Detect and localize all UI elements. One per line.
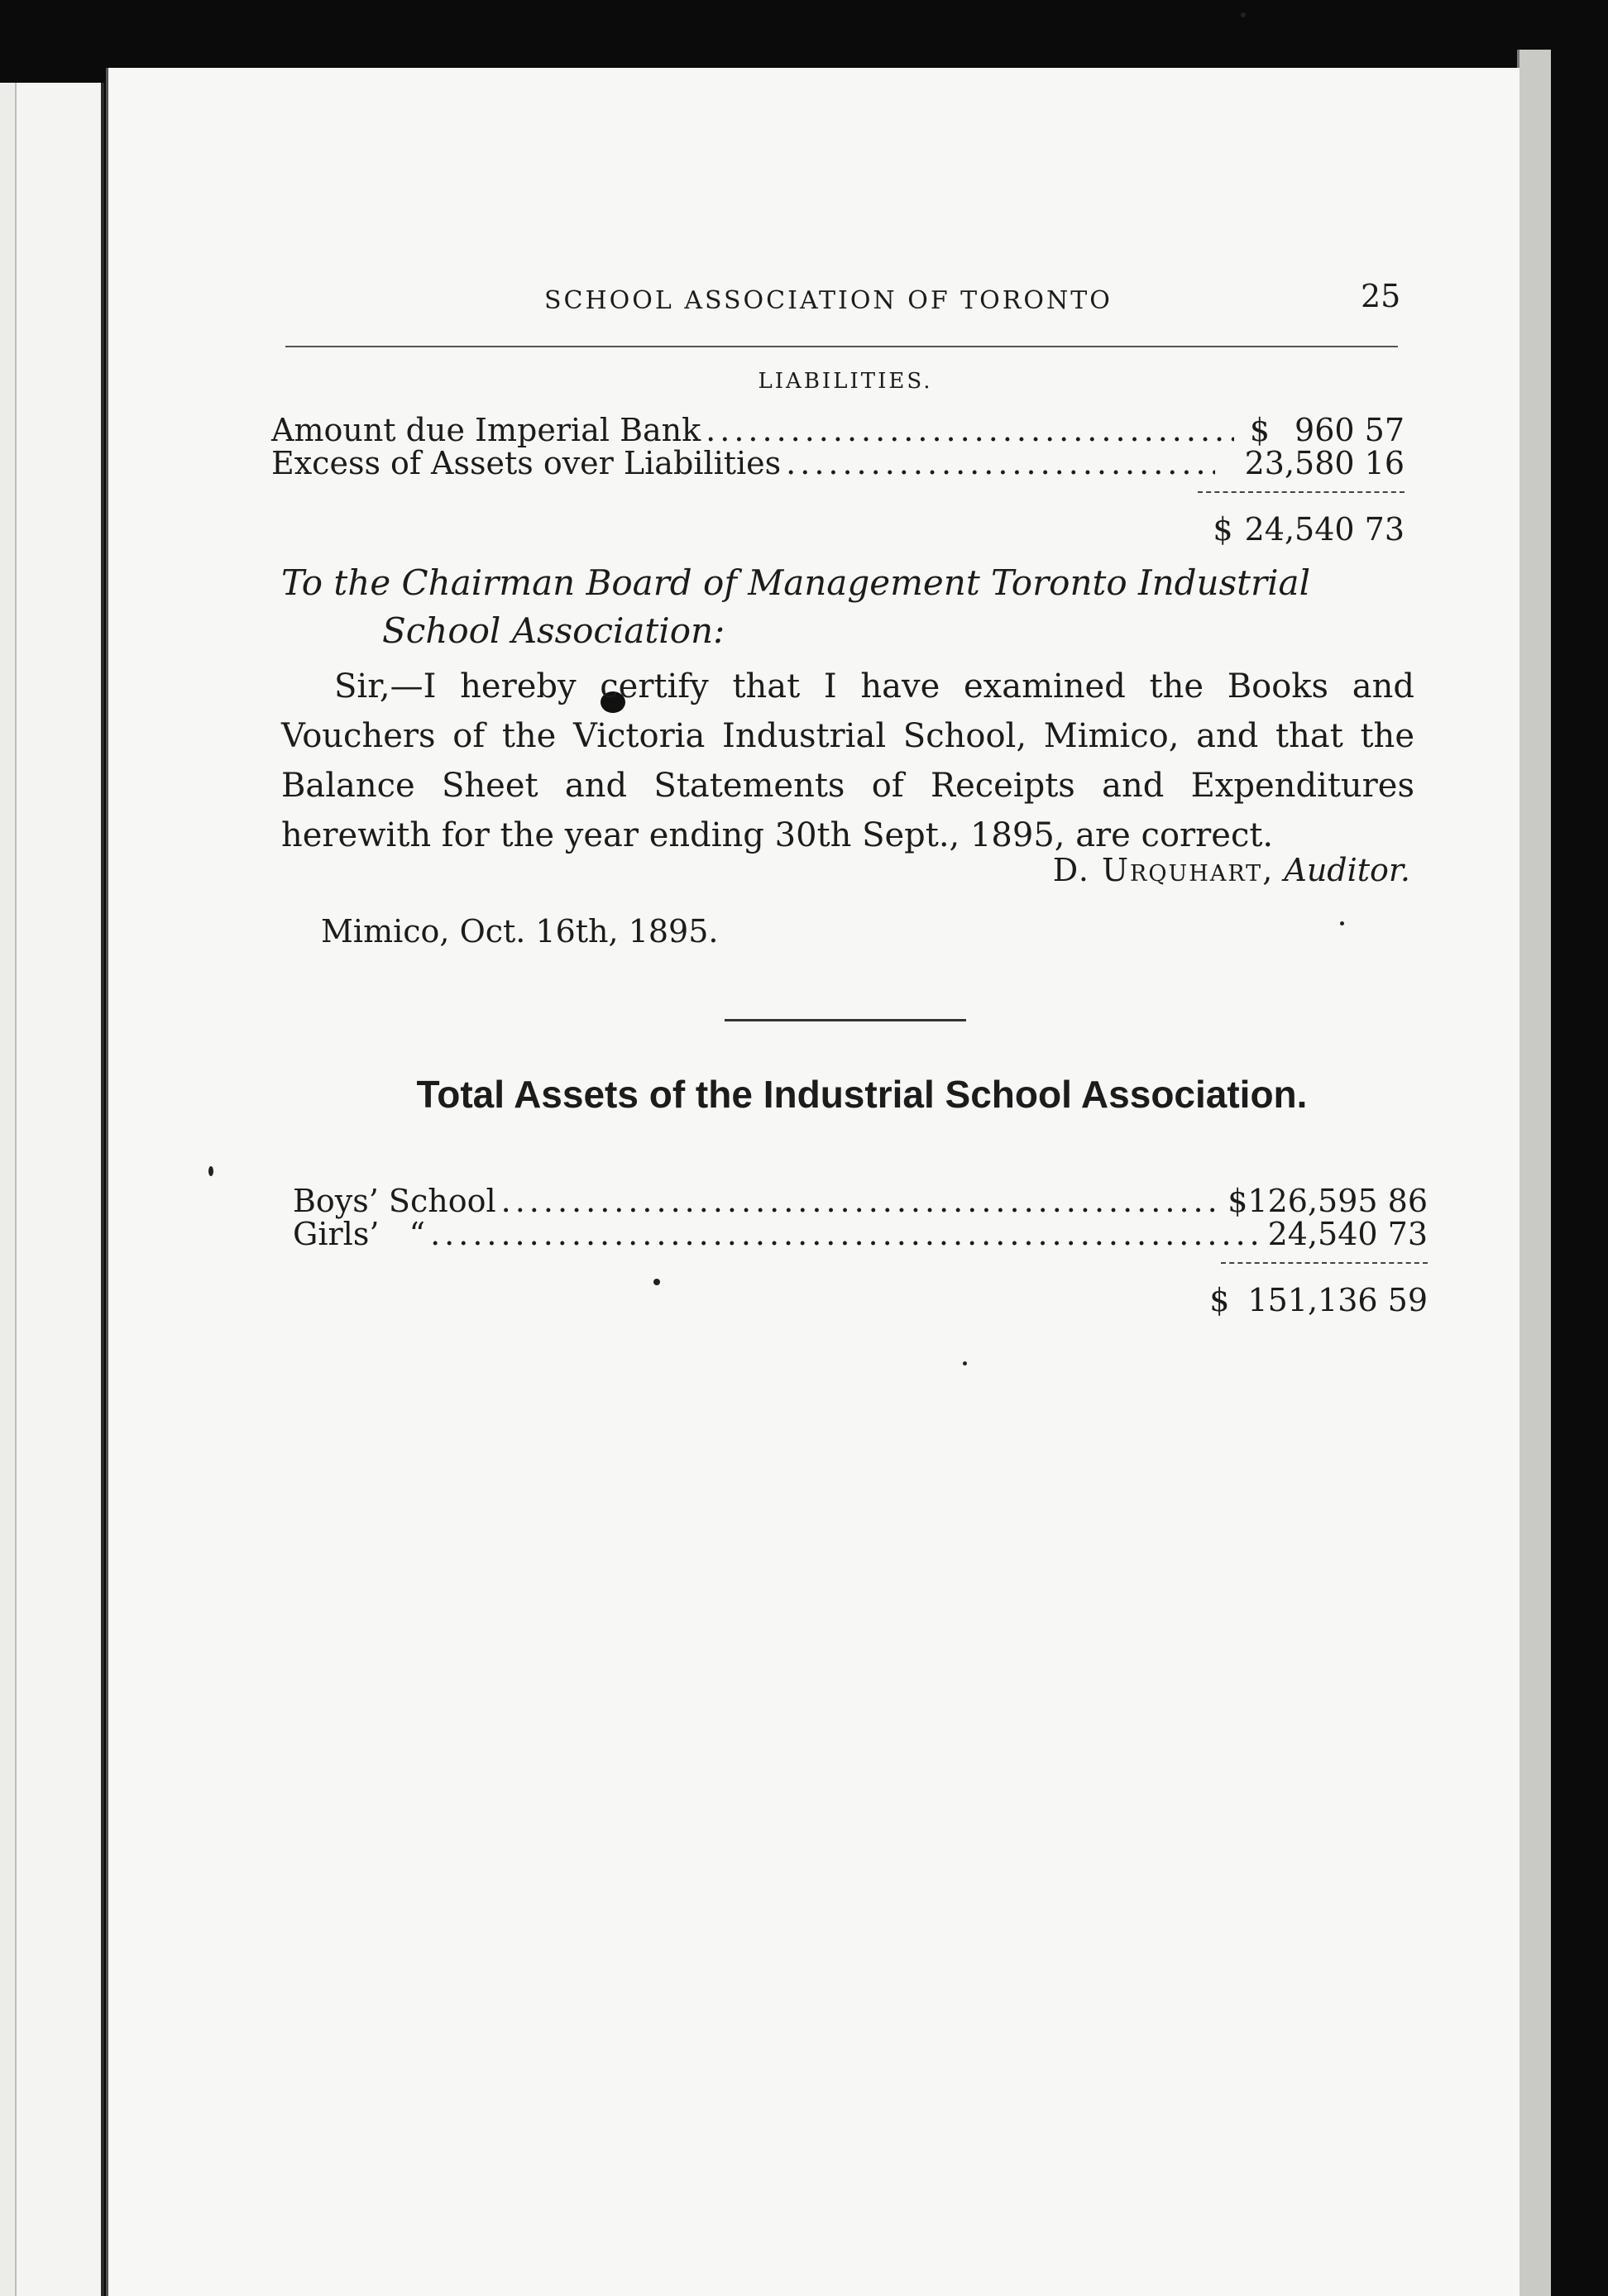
sum-rule — [1221, 1262, 1428, 1264]
address-line: To the Chairman Board of Management Toronto Industrial — [281, 562, 1311, 603]
paper-speck — [963, 1361, 967, 1366]
ledger-label: Girls’ “ — [293, 1216, 426, 1252]
currency-sign: $ — [1249, 412, 1271, 448]
total-value: 24,540 73 — [1244, 511, 1405, 548]
ledger-amount — [1228, 1184, 1428, 1217]
ledger-total — [271, 511, 1405, 548]
certificate-address — [281, 559, 1406, 655]
total-value: 151,136 59 — [1247, 1282, 1428, 1318]
page-number: 25 — [1361, 278, 1401, 314]
paper-speck — [208, 1166, 213, 1176]
running-head: SCHOOL ASSOCIATION OF TORONTO — [544, 286, 1113, 315]
ledger-row — [271, 447, 1405, 480]
ledger-amount — [1262, 1217, 1428, 1251]
liabilities-ledger — [271, 414, 1405, 548]
signer-title: Auditor. — [1284, 852, 1410, 888]
currency-sign: $ — [1213, 511, 1233, 548]
ledger-label: Amount due Imperial Bank — [271, 412, 701, 448]
address-line: School Association: — [382, 610, 725, 651]
certificate-body — [281, 662, 1414, 860]
dot-leader — [786, 447, 1214, 480]
header-rule — [285, 346, 1398, 347]
currency-sign: $ — [1209, 1282, 1230, 1318]
currency-sign: $ — [1228, 1183, 1248, 1219]
amount-value: 960 57 — [1295, 412, 1405, 448]
ledger-row — [271, 414, 1405, 447]
paper-speck — [1340, 921, 1344, 926]
dot-leader — [706, 414, 1234, 447]
ledger-row — [293, 1184, 1428, 1217]
total-assets-heading: Total Assets of the Industrial School Association. — [416, 1073, 1308, 1116]
ledger-label: Excess of Assets over Liabilities — [271, 445, 782, 481]
assets-ledger — [293, 1184, 1428, 1318]
amount-value: 23,580 16 — [1244, 445, 1405, 481]
liabilities-title: LIABILITIES. — [758, 369, 933, 394]
dot-leader — [501, 1184, 1223, 1217]
paper-speck — [1241, 12, 1246, 17]
ledger-label: Boys’ School — [293, 1183, 496, 1219]
place-date: Mimico, Oct. 16th, 1895. — [321, 913, 719, 949]
amount-value: 24,540 73 — [1267, 1216, 1428, 1252]
certificate-text: Sir,—I hereby certify that I have examined the Books and Vouchers of the Victoria Industrial School, Mimico, and that the Balance Sheet and Statements of Receipts and Expenditures herewith for the year ending 30th Sept., 1895, are correct. — [281, 667, 1414, 854]
sum-rule — [1198, 491, 1405, 493]
ledger-amount — [1220, 447, 1405, 480]
amount-value: 126,595 86 — [1247, 1183, 1428, 1219]
paper-speck — [653, 1279, 660, 1285]
signer-name: D. Urquhart, — [1052, 852, 1275, 888]
book-page — [106, 68, 1519, 2296]
ledger-row — [293, 1217, 1428, 1251]
dot-leader — [430, 1217, 1257, 1251]
ledger-total — [293, 1282, 1428, 1318]
section-divider — [725, 1019, 966, 1021]
ledger-amount — [1239, 414, 1405, 447]
left-page-margin — [0, 83, 17, 2296]
signature — [281, 852, 1410, 888]
